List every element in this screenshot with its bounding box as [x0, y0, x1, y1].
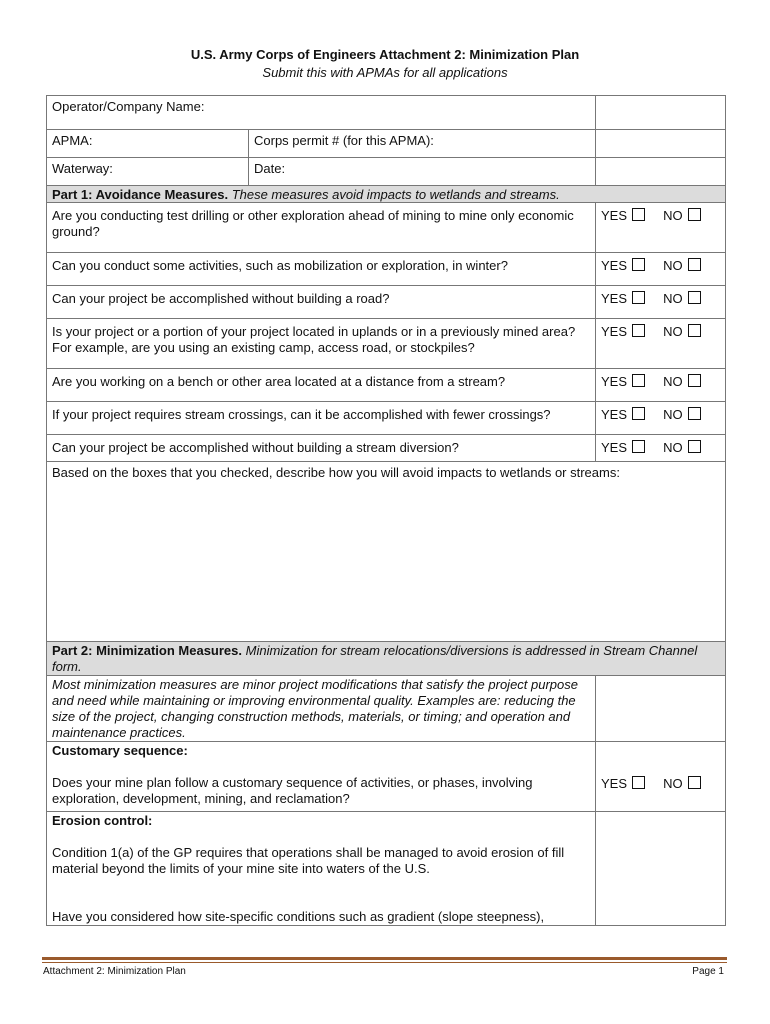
no-checkbox[interactable]: [688, 374, 701, 387]
question-text: If your project requires stream crossings, can it be accomplished with fewer crossings?: [52, 407, 551, 422]
erosion-condition-text: Condition 1(a) of the GP requires that operations shall be managed to avoid erosion of fill material beyond the limits of your mine site into waters of the U.S.: [52, 845, 565, 876]
no-checkbox[interactable]: [688, 440, 701, 453]
part2-intro-side-cell: [596, 676, 726, 742]
yes-label: YES: [601, 407, 628, 422]
footer-rule-thin: [42, 962, 727, 963]
yes-checkbox[interactable]: [632, 440, 645, 453]
avoidance-description-field[interactable]: [47, 462, 726, 642]
apma-field[interactable]: [47, 130, 249, 158]
no-label: NO: [663, 208, 683, 223]
avoidance-description-label: Based on the boxes that you checked, describe how you will avoid impacts to wetlands or streams:: [52, 465, 620, 480]
yes-no-cell: [596, 369, 726, 402]
date-field[interactable]: [249, 158, 596, 186]
minimization-plan-table: [46, 95, 726, 926]
operator-label: Operator/Company Name:: [52, 99, 205, 114]
yes-label: YES: [601, 258, 628, 273]
question-row: [47, 435, 596, 462]
question-text: Is your project or a portion of your project located in uplands or in a previously mined area? For example, are you using an existing camp, access road, or stockpiles?: [52, 324, 576, 355]
no-checkbox[interactable]: [688, 258, 701, 271]
no-label: NO: [663, 407, 683, 422]
part1-subtitle: These measures avoid impacts to wetlands and streams.: [231, 187, 560, 202]
question-row: [47, 369, 596, 402]
yes-checkbox[interactable]: [632, 776, 645, 789]
yes-checkbox[interactable]: [632, 407, 645, 420]
yes-no-cell: [596, 253, 726, 286]
no-checkbox[interactable]: [688, 324, 701, 337]
no-label: NO: [663, 291, 683, 306]
yes-label: YES: [601, 776, 628, 791]
corps-permit-field[interactable]: [249, 130, 596, 158]
no-checkbox[interactable]: [688, 407, 701, 420]
no-label: NO: [663, 324, 683, 339]
yes-label: YES: [601, 324, 628, 339]
yes-label: YES: [601, 208, 628, 223]
operator-field[interactable]: [47, 96, 596, 130]
question-text: Can you conduct some activities, such as mobilization or exploration, in winter?: [52, 258, 508, 273]
yes-no-cell: [596, 435, 726, 462]
erosion-control-row: [47, 812, 596, 926]
no-checkbox[interactable]: [688, 208, 701, 221]
question-text: Can your project be accomplished without building a road?: [52, 291, 390, 306]
no-label: NO: [663, 258, 683, 273]
corps-permit-value-cell[interactable]: [596, 130, 726, 158]
no-checkbox[interactable]: [688, 291, 701, 304]
footer-document-name: Attachment 2: Minimization Plan: [43, 966, 186, 977]
form-title: U.S. Army Corps of Engineers Attachment 2: Minimization Plan: [190, 47, 580, 62]
date-label: Date:: [254, 161, 286, 176]
footer-page-number: Page 1: [692, 966, 724, 977]
operator-value-cell[interactable]: [596, 96, 726, 130]
yes-checkbox[interactable]: [632, 291, 645, 304]
part2-title: Part 2: Minimization Measures.: [52, 643, 242, 658]
question-row: [47, 203, 596, 253]
customary-sequence-row: [47, 742, 596, 812]
yes-checkbox[interactable]: [632, 374, 645, 387]
waterway-field[interactable]: [47, 158, 249, 186]
customary-heading: Customary sequence:: [52, 743, 188, 758]
footer-rule: [42, 957, 727, 960]
part2-intro-text: Most minimization measures are minor project modifications that satisfy the project purpose and need while maintaining or improving environmental quality. Examples are: reducing the size of the project, changing construction methods, materials, or timing; and operation and maintenance practices.: [52, 677, 578, 740]
apma-label: APMA:: [52, 133, 93, 148]
question-text: Does your mine plan follow a customary sequence of activities, or phases, involving exploration, development, mining, and reclamation?: [52, 775, 533, 806]
yes-no-cell: [596, 203, 726, 253]
part1-header: [47, 186, 726, 203]
question-text: Are you conducting test drilling or other exploration ahead of mining to mine only economic ground?: [52, 208, 574, 239]
yes-label: YES: [601, 440, 628, 455]
yes-checkbox[interactable]: [632, 324, 645, 337]
no-label: NO: [663, 374, 683, 389]
question-text: Have you considered how site-specific conditions such as gradient (slope steepness),: [52, 909, 545, 924]
yes-checkbox[interactable]: [632, 258, 645, 271]
yes-no-cell: [596, 319, 726, 369]
no-label: NO: [663, 440, 683, 455]
erosion-heading: Erosion control:: [52, 813, 153, 828]
yes-no-cell: [596, 402, 726, 435]
question-row: [47, 253, 596, 286]
yes-label: YES: [601, 291, 628, 306]
corps-permit-label: Corps permit # (for this APMA):: [254, 133, 434, 148]
question-text: Are you working on a bench or other area located at a distance from a stream?: [52, 374, 506, 389]
part2-subtitle: Minimization for stream relocations/diversions is addressed in Stream Channel form.: [52, 643, 698, 674]
form-subtitle: Submit this with APMAs for all applications: [262, 65, 508, 80]
yes-no-cell: [596, 742, 726, 812]
yes-checkbox[interactable]: [632, 208, 645, 221]
yes-no-cell: [596, 286, 726, 319]
erosion-side-cell: [596, 812, 726, 926]
question-row: [47, 286, 596, 319]
part2-intro: [47, 676, 596, 742]
no-checkbox[interactable]: [688, 776, 701, 789]
question-row: [47, 402, 596, 435]
date-value-cell[interactable]: [596, 158, 726, 186]
no-label: NO: [663, 776, 683, 791]
question-row: [47, 319, 596, 369]
part2-header: [47, 642, 726, 676]
yes-label: YES: [601, 374, 628, 389]
part1-title: Part 1: Avoidance Measures.: [52, 187, 229, 202]
question-text: Can your project be accomplished without building a stream diversion?: [52, 440, 459, 455]
waterway-label: Waterway:: [52, 161, 113, 176]
